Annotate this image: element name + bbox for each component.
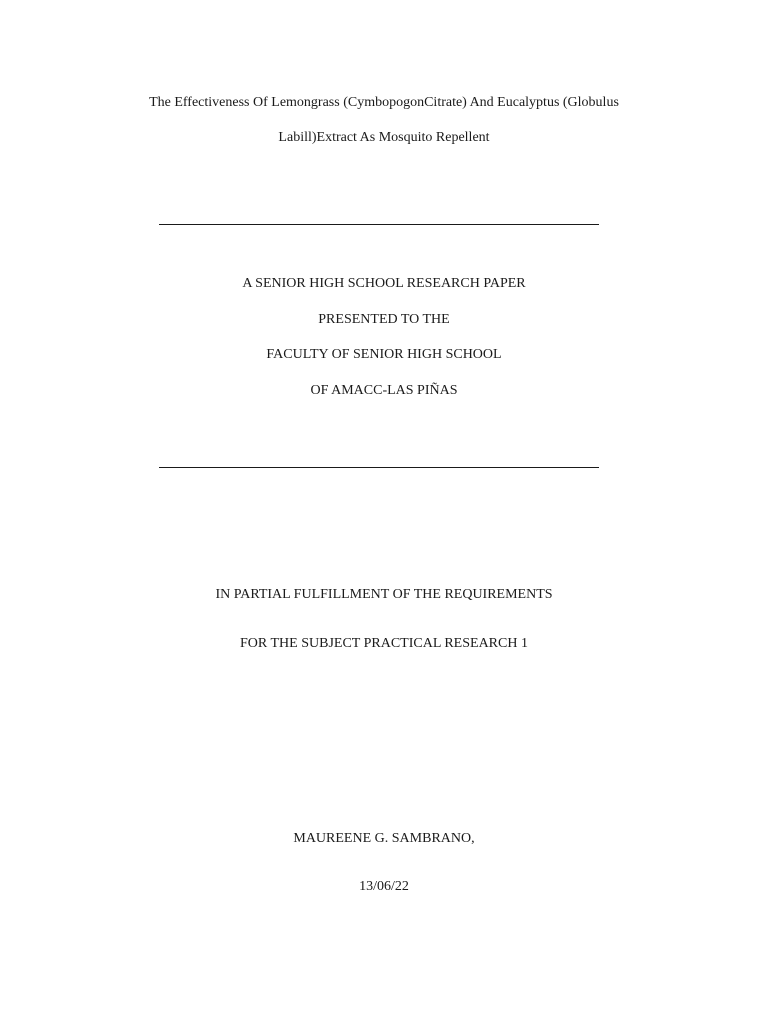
author-name: MAUREENE G. SAMBRANO, — [293, 831, 475, 846]
document-date: 13/06/22 — [359, 879, 409, 894]
divider-top — [159, 224, 599, 225]
presentation-line-3: FACULTY OF SENIOR HIGH SCHOOL — [266, 347, 502, 362]
title-line-2: Labill)Extract As Mosquito Repellent — [278, 130, 490, 145]
fulfillment-line-2: FOR THE SUBJECT PRACTICAL RESEARCH 1 — [240, 636, 528, 651]
title-line-1: The Effectiveness Of Lemongrass (CymbopogonCitrate) And Eucalyptus (Globulus — [149, 95, 619, 110]
presentation-line-2: PRESENTED TO THE — [318, 312, 450, 327]
presentation-line-4: OF AMACC-LAS PIÑAS — [310, 383, 458, 398]
fulfillment-line-1: IN PARTIAL FULFILLMENT OF THE REQUIREMENTS — [215, 587, 553, 602]
divider-bottom — [159, 467, 599, 468]
presentation-line-1: A SENIOR HIGH SCHOOL RESEARCH PAPER — [242, 276, 526, 291]
